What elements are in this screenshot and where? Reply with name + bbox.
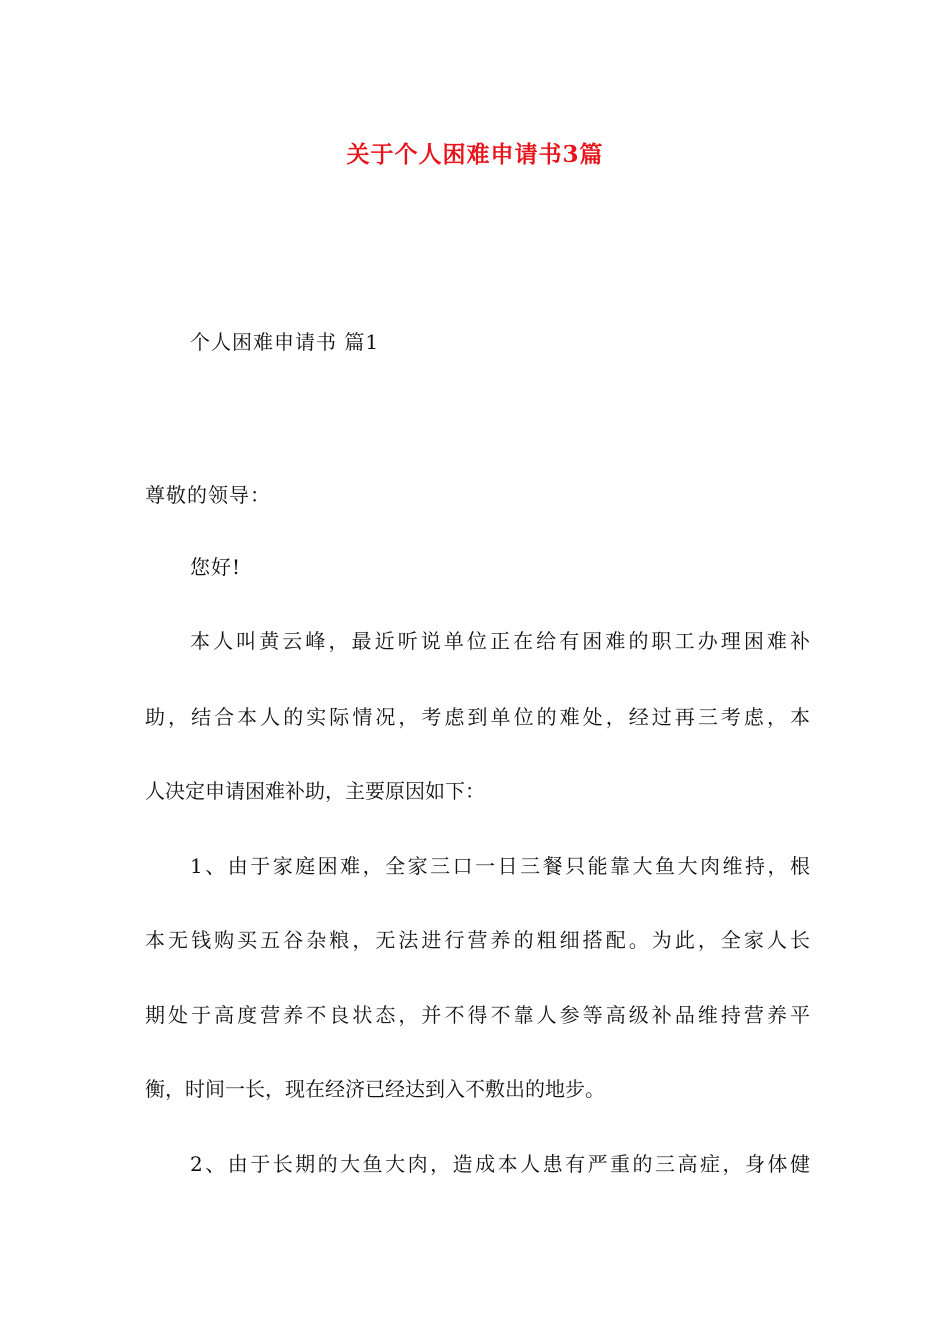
paragraph-2-line-1: 1、由于家庭困难，全家三口一日三餐只能靠大鱼大肉维持，根	[190, 854, 810, 878]
document-title: 关于个人困难申请书3篇	[346, 141, 604, 168]
paragraph-1-line-1: 本人叫黄云峰，最近听说单位正在给有困难的职工办理困难补	[190, 629, 810, 653]
paragraph-1-line-3: 人决定申请困难补助，主要原因如下：	[145, 779, 485, 803]
section-heading: 个人困难申请书 篇1	[190, 330, 380, 354]
paragraph-1-line-2: 助，结合本人的实际情况，考虑到单位的难处，经过再三考虑，本	[145, 705, 810, 729]
salutation: 尊敬的领导：	[145, 483, 271, 507]
greeting: 您好!	[190, 555, 242, 579]
paragraph-2-line-3: 期处于高度营养不良状态，并不得不靠人参等高级补品维持营养平	[145, 1003, 810, 1027]
paragraph-2-line-2: 本无钱购买五谷杂粮，无法进行营养的粗细搭配。为此，全家人长	[145, 928, 810, 952]
paragraph-3-line-1: 2、由于长期的大鱼大肉，造成本人患有严重的三高症，身体健	[190, 1152, 810, 1176]
paragraph-2-line-4: 衡，时间一长，现在经济已经达到入不敷出的地步。	[145, 1077, 605, 1101]
